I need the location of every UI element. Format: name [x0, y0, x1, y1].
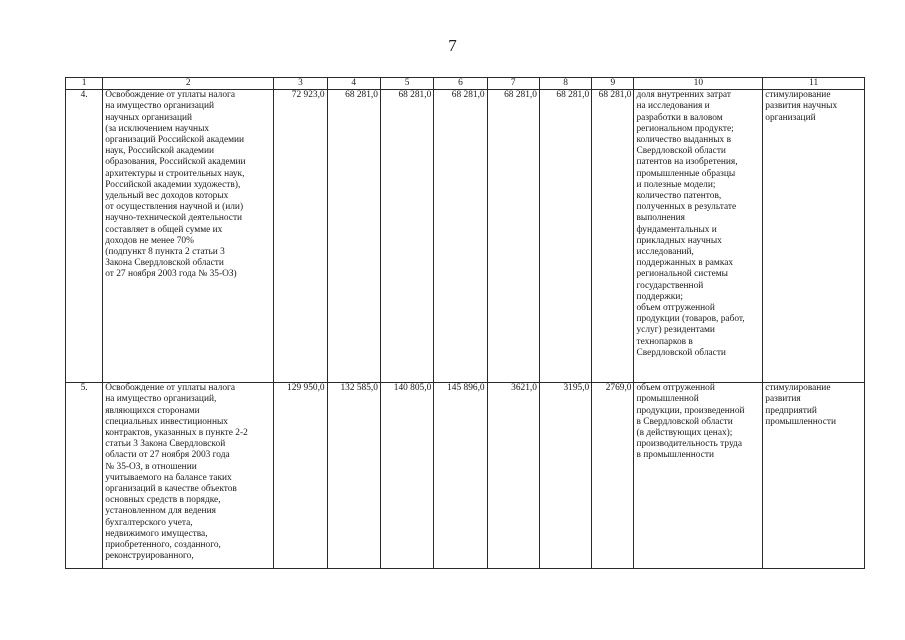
column-header: 6 [434, 78, 487, 90]
description-line: (подпункт 8 пункта 2 статьи 3 [105, 247, 225, 258]
indicator-line: объем отгруженной [636, 303, 715, 314]
table-header-row [66, 78, 865, 90]
goal-line: развития научных [765, 101, 838, 112]
column-header: 7 [487, 78, 539, 90]
indicator-line: объем отгруженной [636, 383, 715, 394]
description-line: образования, Российской академии [105, 157, 246, 168]
value-cell: 129 950,0 [274, 383, 327, 569]
description-line: (за исключением научных [105, 123, 210, 134]
column-header: 9 [592, 78, 634, 90]
row-number: 5. [66, 383, 103, 569]
indicator-line: государственной [636, 280, 704, 291]
description-line: на имущество организаций, [105, 394, 217, 405]
description-line: наук, Российской академии [105, 146, 215, 157]
value-cell: 3621,0 [487, 383, 539, 569]
indicator-line: патентов на изобретения, [636, 157, 738, 168]
row-description [103, 90, 274, 383]
indicator-line: промышленные образцы [636, 168, 736, 179]
description-line: Закона Свердловской области [105, 258, 224, 269]
indicator-line: прикладных научных [636, 235, 722, 246]
value-cell: 68 281,0 [487, 90, 539, 383]
indicators-cell [634, 90, 763, 383]
indicator-line: разработки в валовом [636, 112, 723, 123]
value-cell: 72 923,0 [274, 90, 327, 383]
description-line: от осуществления научной и (или) [105, 202, 244, 213]
description-line: контрактов, указанных в пункте 2-2 [105, 428, 248, 439]
indicator-line: продукции, произведенной [636, 405, 745, 416]
row-description [103, 383, 274, 569]
value-cell: 132 585,0 [327, 383, 380, 569]
value-cell: 68 281,0 [380, 90, 433, 383]
description-line: реконструированного, [105, 551, 194, 562]
description-line: являющихся сторонами [105, 405, 200, 416]
column-header: 10 [634, 78, 763, 90]
description-line: организаций Российской академии [105, 135, 245, 146]
tax-benefits-table [65, 77, 865, 569]
description-line: от 27 ноября 2003 года № 35-ОЗ) [105, 269, 237, 280]
indicators-cell [634, 383, 763, 569]
description-line: № 35-ОЗ, в отношении [105, 461, 197, 472]
indicator-line: на исследования и [636, 101, 710, 112]
description-line: научных организаций [105, 112, 193, 123]
description-line: статьи 3 Закона Свердловской [105, 439, 226, 450]
column-header: 5 [380, 78, 433, 90]
goal-cell [763, 383, 865, 569]
table-row [66, 90, 865, 383]
goal-line: стимулирование [765, 383, 831, 394]
goal-line: развития [765, 394, 801, 405]
row-number: 4. [66, 90, 103, 383]
page-number: 7 [448, 36, 457, 55]
value-cell: 3195,0 [539, 383, 591, 569]
description-line: области от 27 ноября 2003 года [105, 450, 230, 461]
description-line: учитываемого на балансе таких [105, 472, 232, 483]
value-cell: 68 281,0 [592, 90, 634, 383]
goal-line: стимулирование [765, 90, 831, 101]
indicator-line: промышленной [636, 394, 699, 405]
column-header: 1 [66, 78, 103, 90]
indicator-line: производительность труда [636, 439, 742, 450]
indicator-line: (в действующих ценах); [636, 428, 733, 439]
column-header: 3 [274, 78, 327, 90]
value-cell: 68 281,0 [434, 90, 487, 383]
value-cell: 2769,0 [592, 383, 634, 569]
indicator-line: выполнения [636, 213, 685, 224]
indicator-line: технопарков в [636, 336, 693, 347]
indicator-line: услуг) резидентами [636, 325, 715, 336]
value-cell: 145 896,0 [434, 383, 487, 569]
description-line: удельный вес доходов которых [105, 191, 229, 202]
description-line: бухгалтерского учета, [105, 517, 193, 528]
indicator-line: в промышленности [636, 450, 714, 461]
indicator-line: поддержанных в рамках [636, 258, 734, 269]
value-cell: 140 805,0 [380, 383, 433, 569]
description-line: научно-технической деятельности [105, 213, 243, 224]
table-row [66, 383, 865, 569]
description-line: доходов не менее 70% [105, 235, 194, 246]
description-line: архитектуры и строительных наук, [105, 168, 245, 179]
indicator-line: Свердловской области [636, 146, 726, 157]
goal-line: промышленности [765, 416, 836, 427]
indicator-line: продукции (товаров, работ, [636, 314, 745, 325]
column-header: 8 [539, 78, 591, 90]
description-line: Освобождение от уплаты налога [105, 383, 236, 394]
description-line: приобретенного, созданного, [105, 540, 221, 551]
description-line: основных средств в порядке, [105, 495, 221, 506]
indicator-line: и полезные модели; [636, 179, 716, 190]
indicator-line: в Свердловской области [636, 416, 733, 427]
indicator-line: количество патентов, [636, 191, 722, 202]
description-line: Российской академии художеств), [105, 179, 241, 190]
goal-line: организаций [765, 112, 816, 123]
value-cell: 68 281,0 [327, 90, 380, 383]
description-line: недвижимого имущества, [105, 528, 208, 539]
indicator-line: полученных в результате [636, 202, 737, 213]
description-line: специальных инвестиционных [105, 416, 228, 427]
indicator-line: региональном продукте; [636, 123, 734, 134]
indicator-line: поддержки; [636, 291, 683, 302]
indicator-line: доля внутренних затрат [636, 90, 731, 101]
indicator-line: исследований, [636, 247, 694, 258]
indicator-line: региональной системы [636, 269, 728, 280]
description-line: организаций в качестве объектов [105, 484, 237, 495]
description-line: Освобождение от уплаты налога [105, 90, 236, 101]
goal-cell [763, 90, 865, 383]
column-header: 11 [763, 78, 865, 90]
description-line: установленном для ведения [105, 506, 216, 517]
column-header: 2 [103, 78, 274, 90]
value-cell: 68 281,0 [539, 90, 591, 383]
indicator-line: Свердловской области [636, 347, 726, 358]
indicator-line: количество выданных в [636, 135, 732, 146]
column-header: 4 [327, 78, 380, 90]
goal-line: предприятий [765, 405, 817, 416]
description-line: составляет в общей сумме их [105, 224, 223, 235]
description-line: на имущество организаций [105, 101, 214, 112]
indicator-line: фундаментальных и [636, 224, 717, 235]
